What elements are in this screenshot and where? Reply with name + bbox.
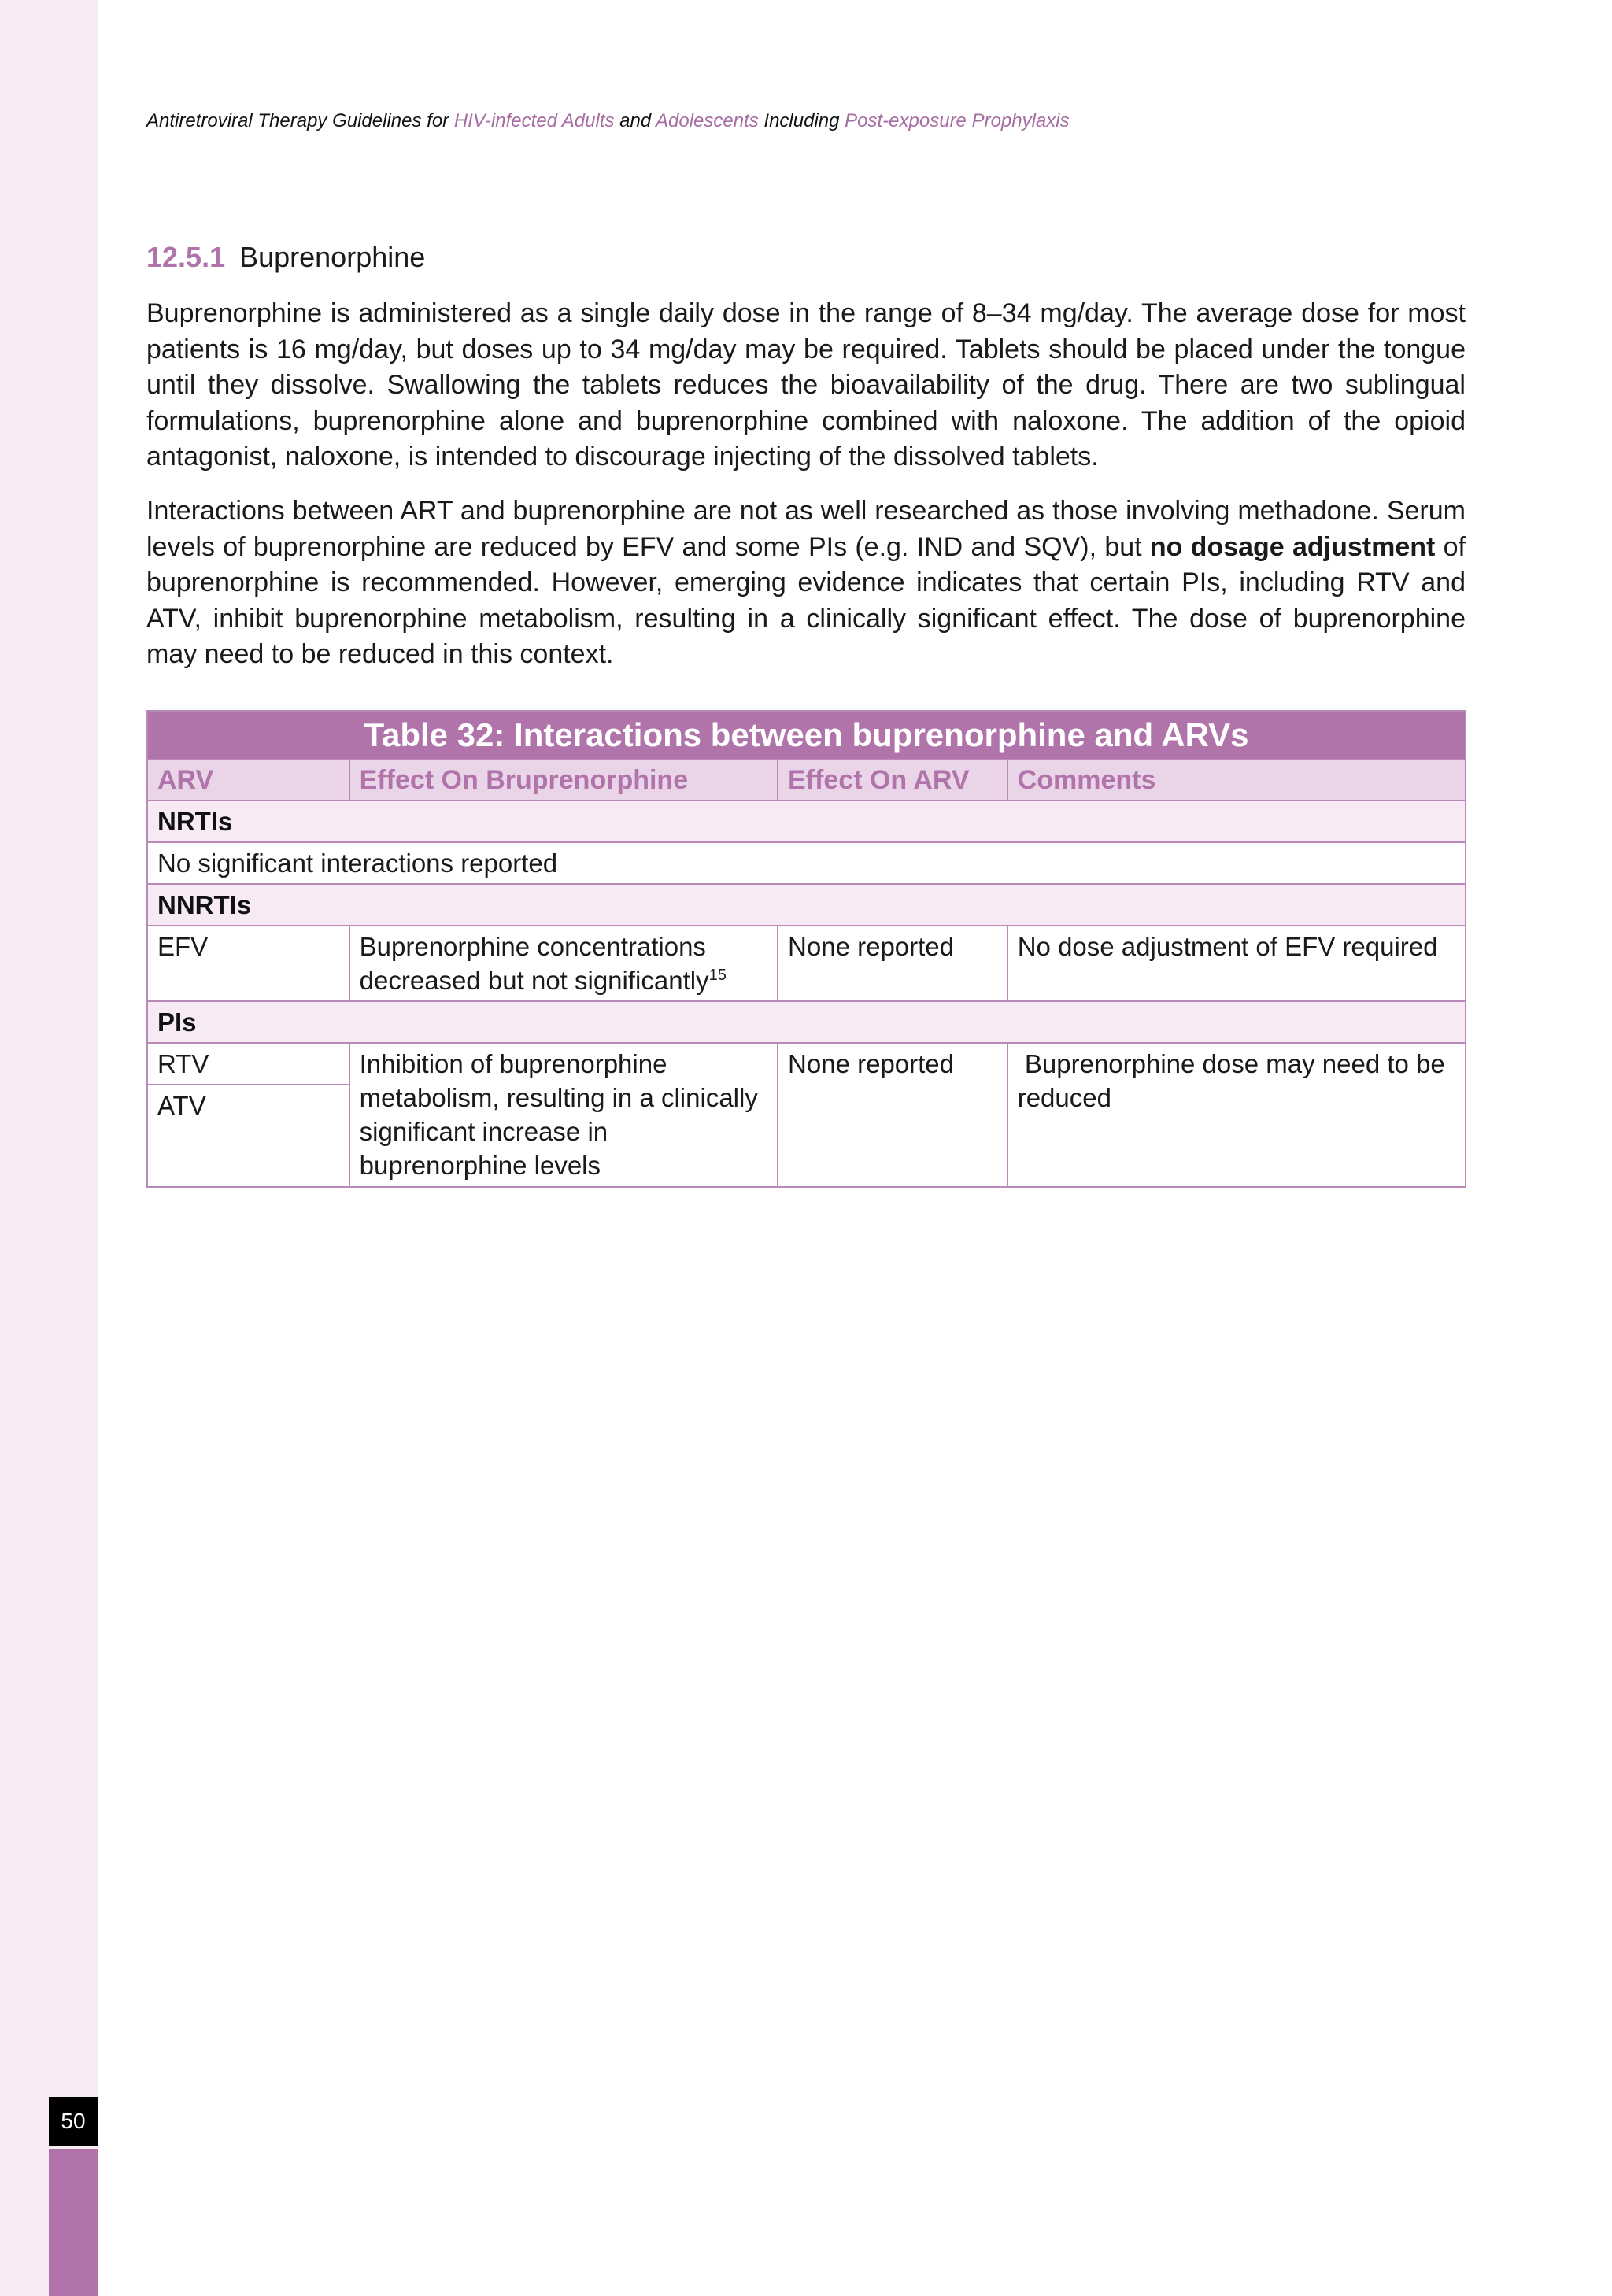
cell-arv-rtv: RTV: [147, 1043, 349, 1085]
cell-pis-effect-on-arv: None reported: [778, 1043, 1008, 1187]
running-header-text-2: and: [614, 110, 656, 131]
paragraph-interactions-text-1: Interactions between ART and buprenorphine are not as well researched as those involving methadone. Serum levels of buprenorphine are reduced by EFV and some PIs (e.g. IND and SQV), but: [146, 496, 1466, 562]
running-header-text-1: Antiretroviral Therapy Guidelines for: [146, 110, 454, 131]
page-number: 50: [49, 2097, 98, 2146]
cell-pis-comments: Buprenorphine dose may need to be reduced: [1008, 1043, 1466, 1187]
group-label-nnrtis: NNRTIs: [147, 884, 1466, 926]
side-band: [0, 0, 98, 2296]
section-title: Buprenorphine: [239, 241, 426, 273]
interactions-table: [146, 710, 1466, 1188]
col-header-effect-on-bup: Effect On Bruprenorphine: [349, 760, 778, 800]
table-row-rtv: [147, 1043, 1466, 1085]
table-row-nrtis-note: [147, 842, 1466, 884]
group-row-pis: [147, 1001, 1466, 1043]
cell-efv-effect-on-arv: None reported: [778, 926, 1008, 1001]
running-header-highlight-3: Post-exposure Prophylaxis: [845, 110, 1070, 131]
side-band-accent: [49, 2149, 98, 2296]
col-header-effect-on-arv: Effect On ARV: [778, 760, 1008, 800]
group-row-nnrtis: [147, 884, 1466, 926]
col-header-comments: Comments: [1008, 760, 1466, 800]
running-header-text-3: Including: [758, 110, 845, 131]
cell-efv-effect-on-bup: [349, 926, 778, 1001]
section-heading: [146, 241, 425, 274]
paragraph-interactions-text-2: of buprenorphine is recommended. However, emerging evidence indicates that certain PIs, including RTV and ATV, inhibit buprenorphine metabolism, resulting in a clinically significant effect. The dose of buprenorphine may need to be reduced in this context.: [146, 531, 1466, 669]
cell-pis-effect-on-bup: Inhibition of buprenorphine metabolism, resulting in a clinically significant increase in buprenorphine levels: [349, 1043, 778, 1187]
nrtis-note: No significant interactions reported: [147, 842, 1466, 884]
efv-effect-on-bup-text: Buprenorphine concentrations decreased but not significantly: [359, 932, 709, 995]
table-header-row: [147, 760, 1466, 800]
section-number: 12.5.1: [146, 241, 226, 273]
running-header: [146, 110, 1070, 132]
table-row-efv: [147, 926, 1466, 1001]
running-header-highlight-2: Adolescents: [656, 110, 759, 131]
col-header-arv: ARV: [147, 760, 349, 800]
cell-efv-comments: No dose adjustment of EFV required: [1008, 926, 1466, 1001]
efv-reference: 15: [708, 967, 727, 984]
paragraph-interactions: [146, 494, 1466, 673]
running-header-highlight-1: HIV-infected Adults: [453, 110, 615, 131]
table-title: Table 32: Interactions between buprenorphine and ARVs: [147, 711, 1466, 760]
cell-arv-efv: EFV: [147, 926, 349, 1001]
group-row-nrtis: [147, 800, 1466, 842]
paragraph-interactions-bold: no dosage adjustment: [1149, 531, 1436, 562]
cell-arv-atv: ATV: [147, 1085, 349, 1187]
group-label-nrtis: NRTIs: [147, 800, 1466, 842]
paragraph-dosing: Buprenorphine is administered as a single daily dose in the range of 8–34 mg/day. The average dose for most patients is 16 mg/day, but doses up to 34 mg/day may be required. Tablets should be placed under the tongue until they dissolve. Swallowing the tablets reduces the bioavailability of the drug. There are two sublingual formulations, buprenorphine alone and buprenorphine combined with naloxone. The addition of the opioid antagonist, naloxone, is intended to discourage injecting of the dissolved tablets.: [146, 298, 1466, 471]
group-label-pis: PIs: [147, 1001, 1466, 1043]
